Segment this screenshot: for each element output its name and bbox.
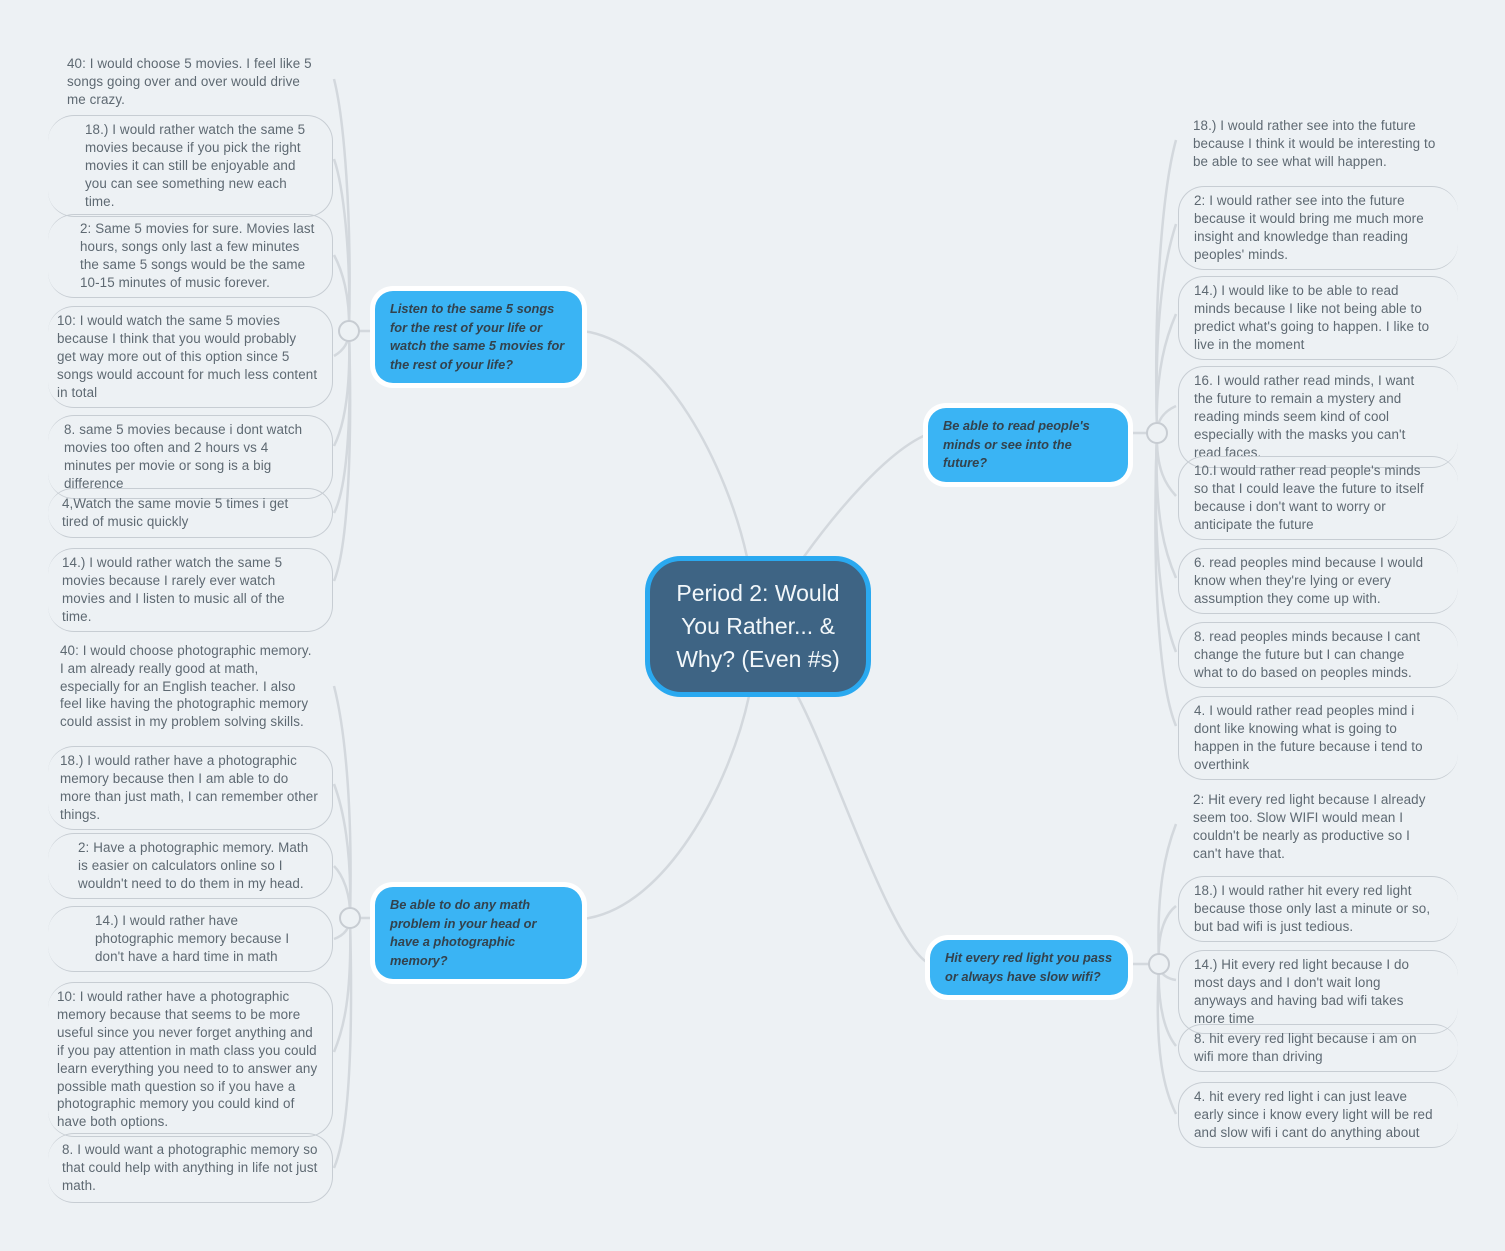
mindmap-note[interactable]: 6. read peoples mind because I would know when they're lying or every assumption they come up with. xyxy=(1178,548,1458,614)
mindmap-note[interactable]: 40: I would choose photographic memory. I am already really good at math, especially for an English teacher. I also feel like having the photographic memory could assist in my problem solving skills. xyxy=(60,642,312,730)
mindmap-note[interactable]: 4,Watch the same movie 5 times i get tired of music quickly xyxy=(48,488,333,538)
mindmap-note[interactable]: 2: Hit every red light because I already seem too. Slow WIFI would mean I couldn't be nearly as productive so I can't have that. xyxy=(1193,792,1426,861)
mindmap-note[interactable]: 14.) Hit every red light because I do most days and I don't wait long anyways and having bad wifi takes more time xyxy=(1178,950,1458,1034)
central-topic[interactable]: Period 2: Would You Rather... & Why? (Even #s) xyxy=(645,556,871,697)
mindmap-note[interactable]: 40: I would choose 5 movies. I feel like 5 songs going over and over would drive me crazy. xyxy=(67,56,312,107)
branch-redlight-or-wifi[interactable]: Hit every red light you pass or always have slow wifi? xyxy=(930,940,1128,995)
mindmap-note[interactable]: 14.) I would rather watch the same 5 movies because I rarely ever watch movies and I listen to music all of the time. xyxy=(48,548,333,632)
mindmap-note[interactable]: 8. I would want a photographic memory so that could help with anything in life not just math. xyxy=(48,1133,333,1203)
mindmap-note[interactable]: 8. read peoples minds because I cant change the future but I can change what to do based on peoples minds. xyxy=(1178,622,1458,688)
mindmap-note[interactable]: 4. hit every red light i can just leave early since i know every light will be red and slow wifi i cant do anything about xyxy=(1178,1082,1458,1148)
branch-songs-or-movies[interactable]: Listen to the same 5 songs for the rest of your life or watch the same 5 movies for the rest of your life? xyxy=(375,291,582,383)
mindmap-note[interactable]: 16. I would rather read minds, I want the future to remain a mystery and reading minds seem kind of cool especially with the masks you can't read faces. xyxy=(1178,366,1458,468)
mindmap-note[interactable]: 8. hit every red light because i am on wifi more than driving xyxy=(1178,1024,1458,1072)
mindmap-note[interactable]: 14.) I would rather have photographic memory because I don't have a hard time in math xyxy=(48,906,333,972)
branch-math-or-memory[interactable]: Be able to do any math problem in your head or have a photographic memory? xyxy=(375,887,582,979)
branch-minds-or-future[interactable]: Be able to read people's minds or see into the future? xyxy=(928,408,1128,482)
mindmap-note[interactable]: 10: I would watch the same 5 movies because I think that you would probably get way more out of this option since 5 songs would account for much less content in total xyxy=(48,306,333,408)
mindmap-note[interactable]: 10: I would rather have a photographic memory because that seems to be more useful since you never forget anything and if you pay attention in math class you could learn everything you need to to answer any possible math question so if you have a photographic memory you could kind of have both options. xyxy=(48,982,333,1137)
mindmap-note[interactable]: 18.) I would rather see into the future because I think it would be interesting to be able to see what will happen. xyxy=(1193,118,1436,169)
mindmap-note[interactable]: 2: I would rather see into the future because it would bring me much more insight and knowledge than reading peoples' minds. xyxy=(1178,186,1458,270)
mindmap-note[interactable]: 4. I would rather read peoples mind i dont like knowing what is going to happen in the future because i tend to overthink xyxy=(1178,696,1458,780)
mindmap-note[interactable]: 18.) I would rather have a photographic memory because then I am able to do more than just math, I can remember other things. xyxy=(48,746,333,830)
mindmap-note[interactable]: 18.) I would rather watch the same 5 movies because if you pick the right movies it can still be enjoyable and you can see something new each time. xyxy=(48,115,333,217)
mindmap-note[interactable]: 2: Same 5 movies for sure. Movies last hours, songs only last a few minutes the same 5 songs would be the same 10-15 minutes of music forever. xyxy=(48,214,333,298)
mindmap-note[interactable]: 10.I would rather read people's minds so that I could leave the future to itself because i don't want to worry or anticipate the future xyxy=(1178,456,1458,540)
mindmap-note[interactable]: 8. same 5 movies because i dont watch movies too often and 2 hours vs 4 minutes per movie or song is a big difference xyxy=(48,415,333,499)
mindmap-note[interactable]: 14.) I would like to be able to read minds because I like not being able to predict what's going to happen. I like to live in the moment xyxy=(1178,276,1458,360)
mindmap-note[interactable]: 2: Have a photographic memory. Math is easier on calculators online so I wouldn't need to do them in my head. xyxy=(48,833,333,899)
mindmap-note[interactable]: 18.) I would rather hit every red light because those only last a minute or so, but bad wifi is just tedious. xyxy=(1178,876,1458,942)
